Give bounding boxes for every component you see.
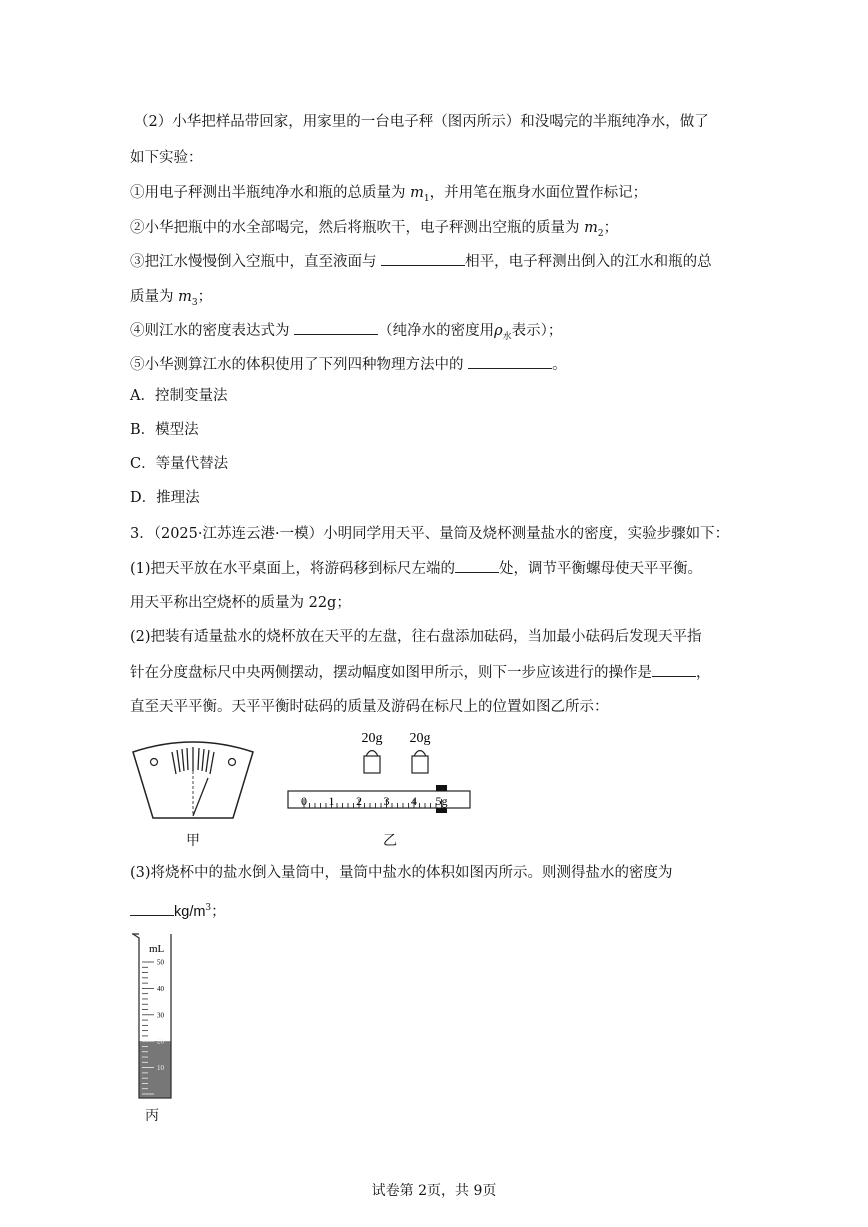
q2-step1: ①用电子秤测出半瓶纯净水和瓶的总质量为 $m_1$，并用笔在瓶身水面位置作标记； xyxy=(130,185,648,204)
cylinder-tick-label: 10 xyxy=(157,1064,164,1073)
option-a: A．控制变量法 xyxy=(130,388,228,404)
cylinder-unit: mL xyxy=(149,943,165,955)
page-footer: 试卷第 2页，共 9页 xyxy=(371,1183,497,1199)
q2-step3-cont: 质量为 $m_3$； xyxy=(130,289,213,308)
q3-part1-cont: 用天平称出空烧杯的质量为 22g； xyxy=(130,595,351,611)
cylinder-tick-label: 20 xyxy=(157,1037,164,1046)
answer-blank[interactable] xyxy=(468,354,552,369)
cylinder-tick-label: 30 xyxy=(157,1011,164,1020)
scale-label: 3 xyxy=(383,794,390,808)
answer-blank[interactable] xyxy=(455,558,499,573)
scale-label: 5g xyxy=(435,794,448,808)
q3-part2: (2)把装有适量盐水的烧杯放在天平的左盘，往右盘添加砝码，当加最小砝码后发现天平指 xyxy=(130,629,702,645)
scale-label: 2 xyxy=(356,794,362,808)
figure-yi-caption: 乙 xyxy=(383,833,397,849)
scale-label: 1 xyxy=(328,794,335,808)
q2-step4: ④则江水的密度表达式为 （纯净水的密度用$\rho_水$表示）； xyxy=(130,320,562,347)
liquid-column xyxy=(139,1041,171,1098)
q2-step3: ③把江水慢慢倒入空瓶中，直至液面与 相平，电子秤测出倒入的江水和瓶的总 xyxy=(130,251,712,272)
cylinder-tick-label: 50 xyxy=(157,958,164,967)
q2-step2: ②小华把瓶中的水全部喝完，然后将瓶吹干，电子秤测出空瓶的质量为 $m_2$； xyxy=(130,220,619,239)
q2-intro-line2: 如下实验： xyxy=(130,150,203,166)
q3-part2-cont2: 直至天平平衡。天平平衡时砝码的质量及游码在标尺上的位置如图乙所示： xyxy=(130,699,609,715)
answer-blank[interactable] xyxy=(130,901,174,916)
answer-blank[interactable] xyxy=(294,320,378,335)
q2-step5: ⑤小华测算江水的体积使用了下列四种物理方法中的 。 xyxy=(130,354,567,375)
figure-bing-caption: 丙 xyxy=(145,1108,159,1124)
graduated-cylinder-figure xyxy=(130,928,190,1103)
scale-label: 0 xyxy=(301,794,307,808)
cylinder-tick-label: 40 xyxy=(157,984,164,993)
option-c: C．等量代替法 xyxy=(130,456,229,472)
option-d: D．推理法 xyxy=(130,490,200,506)
weights-scale-figure xyxy=(285,725,475,825)
q3-part3: (3)将烧杯中的盐水倒入量筒中，量筒中盐水的体积如图丙所示。则测得盐水的密度为 xyxy=(130,865,673,881)
weight-label: 20g xyxy=(361,731,383,746)
option-b: B．模型法 xyxy=(130,422,199,438)
scale-label: 4 xyxy=(411,794,417,808)
q3-part2-cont: 针在分度盘标尺中央两侧摆动，摆动幅度如图甲所示，则下一步应该进行的操作是 ， xyxy=(130,662,711,683)
q3-part1: (1)把天平放在水平桌面上，将游码移到标尺左端的 处，调节平衡螺母使天平平衡。 xyxy=(130,558,702,579)
weight-label: 20g xyxy=(409,731,431,746)
q3-part3-cont: $kg/m^3$； xyxy=(130,898,226,922)
figure-jia-caption: 甲 xyxy=(186,833,200,849)
answer-blank[interactable] xyxy=(652,662,696,677)
q3-header: 3．（2025·江苏连云港·一模）小明同学用天平、量筒及烧杯测量盐水的密度，实验步骤如下： xyxy=(130,526,730,542)
rider xyxy=(436,808,447,813)
q2-intro-line1: （2）小华把样品带回家，用家里的一台电子秤（图丙所示）和没喝完的半瓶纯净水，做了 xyxy=(134,114,709,130)
rider xyxy=(436,785,447,791)
balance-dial-figure xyxy=(128,738,258,823)
answer-blank[interactable] xyxy=(381,251,465,266)
